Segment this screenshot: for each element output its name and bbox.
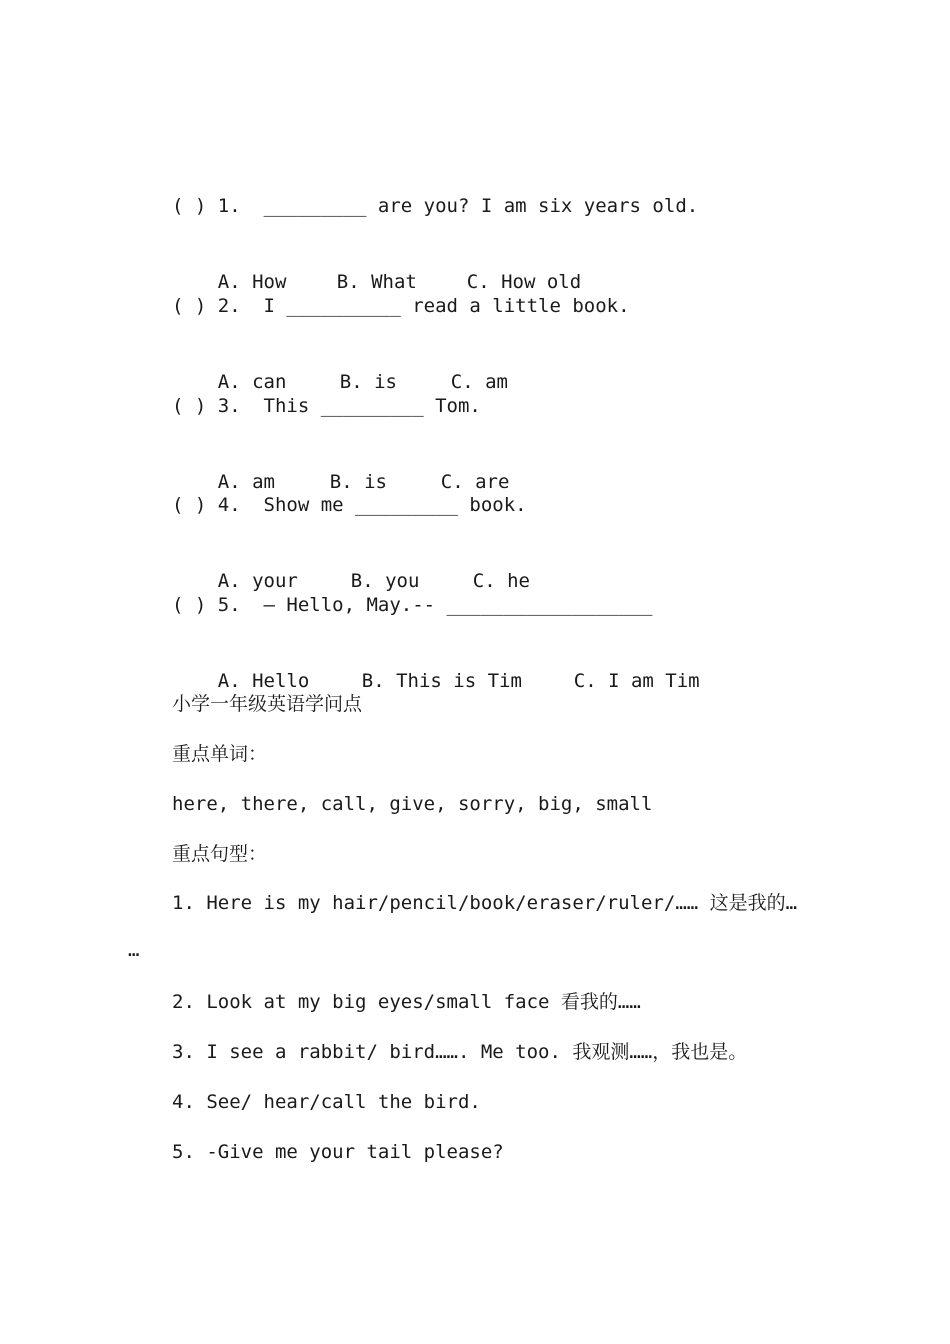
key-words-list: here, there, call, give, sorry, big, small bbox=[172, 793, 653, 815]
option-a: A. am bbox=[217, 471, 275, 493]
option-a: A. Hello bbox=[217, 670, 310, 692]
key-sentences-heading: 重点句型： bbox=[172, 843, 268, 865]
option-c: C. How old bbox=[466, 271, 582, 293]
question-3-stem: ( ) 3. This _________ Tom. bbox=[172, 395, 481, 417]
option-c: C. he bbox=[472, 570, 530, 592]
sentence-5: 5. -Give me your tail please? bbox=[172, 1141, 504, 1163]
option-b: B. is bbox=[339, 371, 397, 393]
option-a: A. can bbox=[217, 371, 287, 393]
sentence-3: 3. I see a rabbit/ bird……. Me too. 我观测……，我也是。 bbox=[172, 1041, 748, 1063]
option-b: B. This is Tim bbox=[361, 670, 522, 692]
question-4-stem: ( ) 4. Show me _________ book. bbox=[172, 494, 527, 516]
option-b: B. is bbox=[329, 471, 387, 493]
question-1-stem: ( ) 1. _________ are you? I am six years old. bbox=[172, 195, 699, 217]
key-words-heading: 重点单词： bbox=[172, 743, 268, 765]
option-c: C. I am Tim bbox=[573, 670, 700, 692]
sentence-1-continuation: … bbox=[128, 939, 140, 961]
option-c: C. are bbox=[440, 471, 510, 493]
option-a: A. How bbox=[217, 271, 287, 293]
option-b: B. you bbox=[350, 570, 420, 592]
sentence-4: 4. See/ hear/call the bird. bbox=[172, 1091, 481, 1113]
option-b: B. What bbox=[336, 271, 417, 293]
sentence-1: 1. Here is my hair/pencil/book/eraser/ruler/…… 这是我的… bbox=[172, 892, 798, 914]
option-a: A. your bbox=[217, 570, 298, 592]
sentence-2: 2. Look at my big eyes/small face 看我的…… bbox=[172, 991, 641, 1013]
section-title: 小学一年级英语学问点 bbox=[172, 693, 363, 715]
question-2-stem: ( ) 2. I __________ read a little book. bbox=[172, 295, 630, 317]
question-5-stem: ( ) 5. – Hello, May.-- __________________ bbox=[172, 594, 653, 616]
option-c: C. am bbox=[450, 371, 508, 393]
